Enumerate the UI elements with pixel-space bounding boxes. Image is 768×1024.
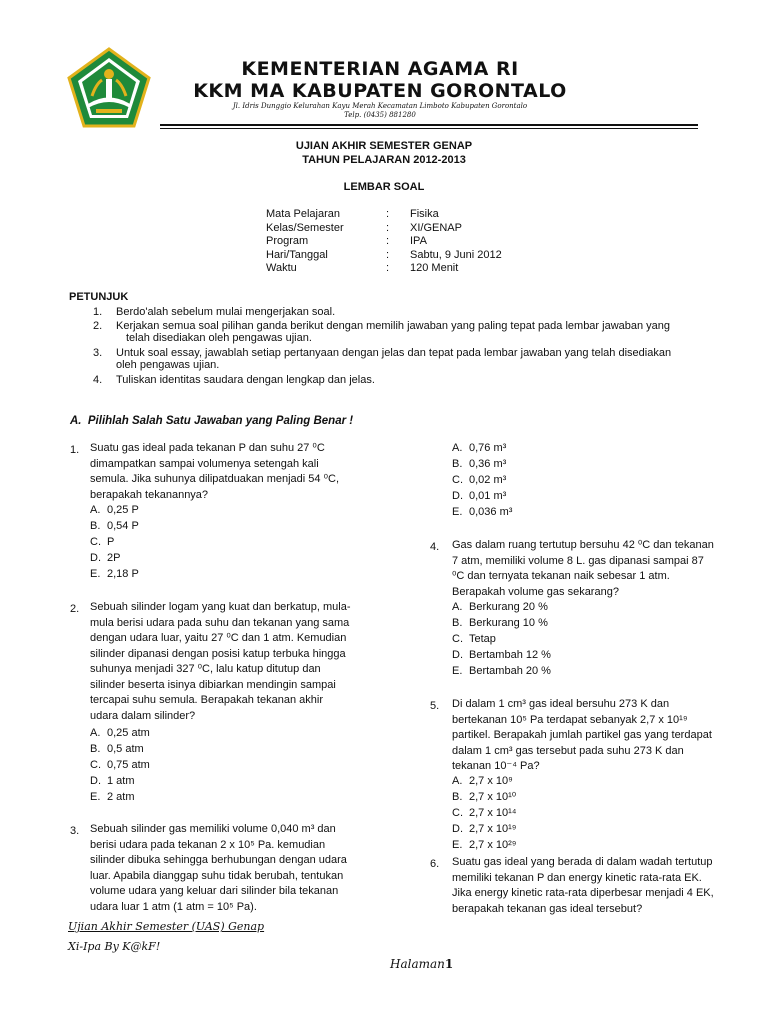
question-4-options (452, 600, 602, 680)
option: C. 0,75 atm (90, 759, 150, 771)
question-line: dalam 1 cm³ gas tersebut pada suhu 273 K dan (452, 744, 684, 757)
footer-author: Xi-Ipa By K@kF! (68, 940, 161, 953)
org-unit: KKM MA KABUPATEN GORONTALO (193, 80, 567, 102)
org-address-block (160, 102, 600, 120)
option: E. 2 atm (90, 791, 135, 803)
question-line: Jika energy kinetic rata-rata diperbesar menjadi 4 EK, (452, 887, 714, 899)
meta-value: 120 Menit (410, 262, 459, 274)
option: B. 0,54 P (90, 520, 139, 532)
meta-label: Hari/Tanggal (266, 249, 328, 261)
org-name: KEMENTERIAN AGAMA RI (241, 58, 519, 80)
option: C. 0,02 m³ (452, 474, 507, 486)
question-number: 5. (430, 700, 440, 712)
meta-label: Program (266, 235, 309, 247)
question-4-text (452, 538, 722, 600)
footer-exam-name: Ujian Akhir Semester (UAS) Genap (68, 920, 265, 933)
question-3-text (90, 822, 362, 915)
question-line: volume udara yang keluar dari silinder bila tekanan (90, 885, 339, 897)
question-line: Suatu gas ideal pada tekanan P dan suhu 27 ⁰C (90, 442, 325, 454)
header-rule-thin (160, 128, 698, 129)
option: D. 0,01 m³ (452, 490, 507, 502)
option: A. 0,25 atm (90, 727, 150, 739)
meta-sep: : (386, 235, 390, 247)
question-line: bertekanan 10⁵ Pa terdapat sebanyak 2,7 x 10¹⁹ (452, 713, 688, 726)
instruction-item (93, 374, 713, 386)
option: E. 0,036 m³ (452, 506, 513, 518)
section-a-title: Pilihlah Salah Satu Jawaban yang Paling Benar ! (87, 415, 354, 427)
meta-value: Fisika (410, 208, 439, 220)
exam-sheet-title: LEMBAR SOAL (343, 181, 425, 193)
question-line: Suatu gas ideal yang berada di dalam wadah tertutup (452, 856, 713, 868)
option: E. 2,7 x 10²⁹ (452, 839, 517, 851)
question-number: 2. (70, 603, 80, 615)
instruction-text-cont: telah disediakan oleh pengawas ujian. (126, 332, 312, 344)
question-1-text (90, 441, 362, 503)
question-number: 6. (430, 858, 440, 870)
question-line: partikel. Berapakah jumlah partikel gas yang terdapat (452, 729, 712, 741)
question-2-options (90, 726, 240, 806)
instruction-item (93, 347, 713, 371)
question-line: berisi udara pada tekanan 2 x 10⁵ Pa. kemudian (90, 838, 326, 851)
instruction-item (93, 306, 713, 318)
question-1-options (90, 503, 240, 583)
option: C. P (90, 536, 115, 548)
question-line: semula. Jika suhunya dilipatduakan menjadi 54 ⁰C, (90, 473, 339, 485)
option: A. 0,76 m³ (452, 442, 507, 454)
question-line: silinder beserta isinya dibiarkan mendingin sampai (90, 678, 336, 691)
section-a-heading (70, 415, 353, 427)
question-line: 7 atm, memiliki volume 8 L. gas dipanasi sampai 87 (452, 554, 704, 567)
org-address: Jl. Idris Dunggio Kelurahan Kayu Merah Kecamatan Limboto Kabupaten Gorontalo (232, 102, 528, 110)
question-line: Sebuah silinder gas memiliki volume 0,040 m³ dan (90, 823, 336, 835)
option: A. 2,7 x 10⁹ (452, 775, 513, 787)
meta-row-date (266, 249, 566, 262)
instruction-num: 2. (93, 320, 103, 332)
question-line: dimampatkan sampai volumenya setengah kali (90, 457, 319, 470)
instruction-num: 1. (93, 306, 103, 318)
option: D. 2,7 x 10¹⁹ (452, 823, 517, 835)
question-line: Berapakah volume gas sekarang? (452, 585, 619, 598)
meta-sep: : (386, 262, 390, 274)
option: C. 2,7 x 10¹⁴ (452, 807, 517, 819)
exam-year: TAHUN PELAJARAN 2012-2013 (302, 154, 466, 166)
page-number (390, 957, 453, 971)
meta-row-time (266, 262, 566, 275)
option: D. 1 atm (90, 775, 135, 787)
question-5-text (452, 697, 722, 775)
instruction-text: Untuk soal essay, jawablah setiap pertanyaan dengan jelas dan tepat pada lembar jawaban yang telah disediakan (116, 347, 672, 359)
meta-value: IPA (410, 235, 427, 247)
page-num: 1 (444, 957, 454, 971)
instruction-item (93, 320, 713, 344)
option: E. Bertambah 20 % (452, 665, 551, 677)
question-line: udara luar 1 atm (1 atm = 10⁵ Pa). (90, 900, 257, 913)
question-number: 1. (70, 444, 80, 456)
instruction-text-cont: oleh pengawas ujian. (116, 359, 220, 371)
question-3-options (452, 441, 602, 521)
question-line: silinder dipanasi dengan posisi katup terbuka hingga (90, 647, 346, 660)
meta-row-class (266, 222, 566, 235)
question-2-text (90, 600, 362, 724)
meta-label: Kelas/Semester (266, 222, 344, 234)
question-line: udara dalam silinder? (90, 709, 196, 722)
question-line: suhunya menjadi 327 ⁰C, lalu katup ditutup dan (90, 663, 321, 675)
header-rule-thick (160, 124, 698, 126)
option: C. Tetap (452, 633, 496, 645)
option: B. Berkurang 10 % (452, 617, 548, 629)
kemenag-logo-icon (66, 46, 152, 132)
question-line: Di dalam 1 cm³ gas ideal bersuhu 273 K dan (452, 698, 670, 710)
instructions-title: PETUNJUK (69, 291, 129, 303)
instruction-text: Tuliskan identitas saudara dengan lengkap dan jelas. (116, 374, 375, 386)
option: A. Berkurang 20 % (452, 601, 548, 613)
exam-title: UJIAN AKHIR SEMESTER GENAP (295, 140, 473, 152)
instruction-text: Kerjakan semua soal pilihan ganda berikut dengan memilih jawaban yang paling tepat pada lembar jawaban yang (116, 320, 671, 332)
question-line: tercapai suhu semula. Berapakah tekanan akhir (90, 694, 323, 706)
meta-label: Waktu (266, 262, 297, 274)
question-5-options (452, 774, 602, 854)
question-line: berapakah tekanannya? (90, 488, 209, 501)
question-line: memiliki tekanan P dan energy kinetic rata-rata EK. (452, 871, 702, 884)
instruction-num: 4. (93, 374, 103, 386)
question-line: dengan udara luar, yaitu 27 ⁰C dan 1 atm. Kemudian (90, 632, 347, 644)
meta-sep: : (386, 222, 390, 234)
meta-value: XI/GENAP (410, 222, 462, 234)
meta-sep: : (386, 208, 390, 220)
question-line: tekanan 10⁻⁴ Pa? (452, 760, 540, 772)
option: D. Bertambah 12 % (452, 649, 551, 661)
option: B. 2,7 x 10¹⁰ (452, 791, 517, 803)
option: E. 2,18 P (90, 568, 139, 580)
question-line: berapakah tekanan gas ideal tersebut? (452, 902, 643, 915)
instruction-num: 3. (93, 347, 103, 359)
option: B. 0,5 atm (90, 743, 144, 755)
question-number: 3. (70, 825, 80, 837)
org-phone: Telp. (0435) 881280 (344, 111, 416, 119)
question-number: 4. (430, 541, 440, 553)
meta-label: Mata Pelajaran (266, 208, 340, 220)
page-label: Halaman (390, 957, 445, 971)
meta-row-subject (266, 208, 566, 221)
question-line: Gas dalam ruang tertutup bersuhu 42 ⁰C dan tekanan (452, 539, 714, 551)
option: D. 2P (90, 552, 121, 564)
meta-value: Sabtu, 9 Juni 2012 (410, 249, 502, 261)
question-line: Sebuah silinder logam yang kuat dan berkatup, mula- (90, 601, 351, 613)
question-line: silinder dibuka sehingga berhubungan dengan udara (90, 854, 347, 866)
option: B. 0,36 m³ (452, 458, 507, 470)
instruction-text: Berdo'alah sebelum mulai mengerjakan soal. (116, 306, 336, 318)
question-line: ⁰C dan ternyata tekanan naik sebesar 1 atm. (452, 570, 670, 582)
question-6-text (452, 855, 722, 917)
question-line: luar. Apabila dianggap suhu tidak berubah, tentukan (90, 869, 344, 882)
meta-row-program (266, 235, 566, 248)
meta-sep: : (386, 249, 390, 261)
question-line: mula berisi udara pada suhu dan tekanan yang sama (90, 616, 350, 629)
option: A. 0,25 P (90, 504, 139, 516)
section-a-letter: A. (70, 415, 82, 427)
